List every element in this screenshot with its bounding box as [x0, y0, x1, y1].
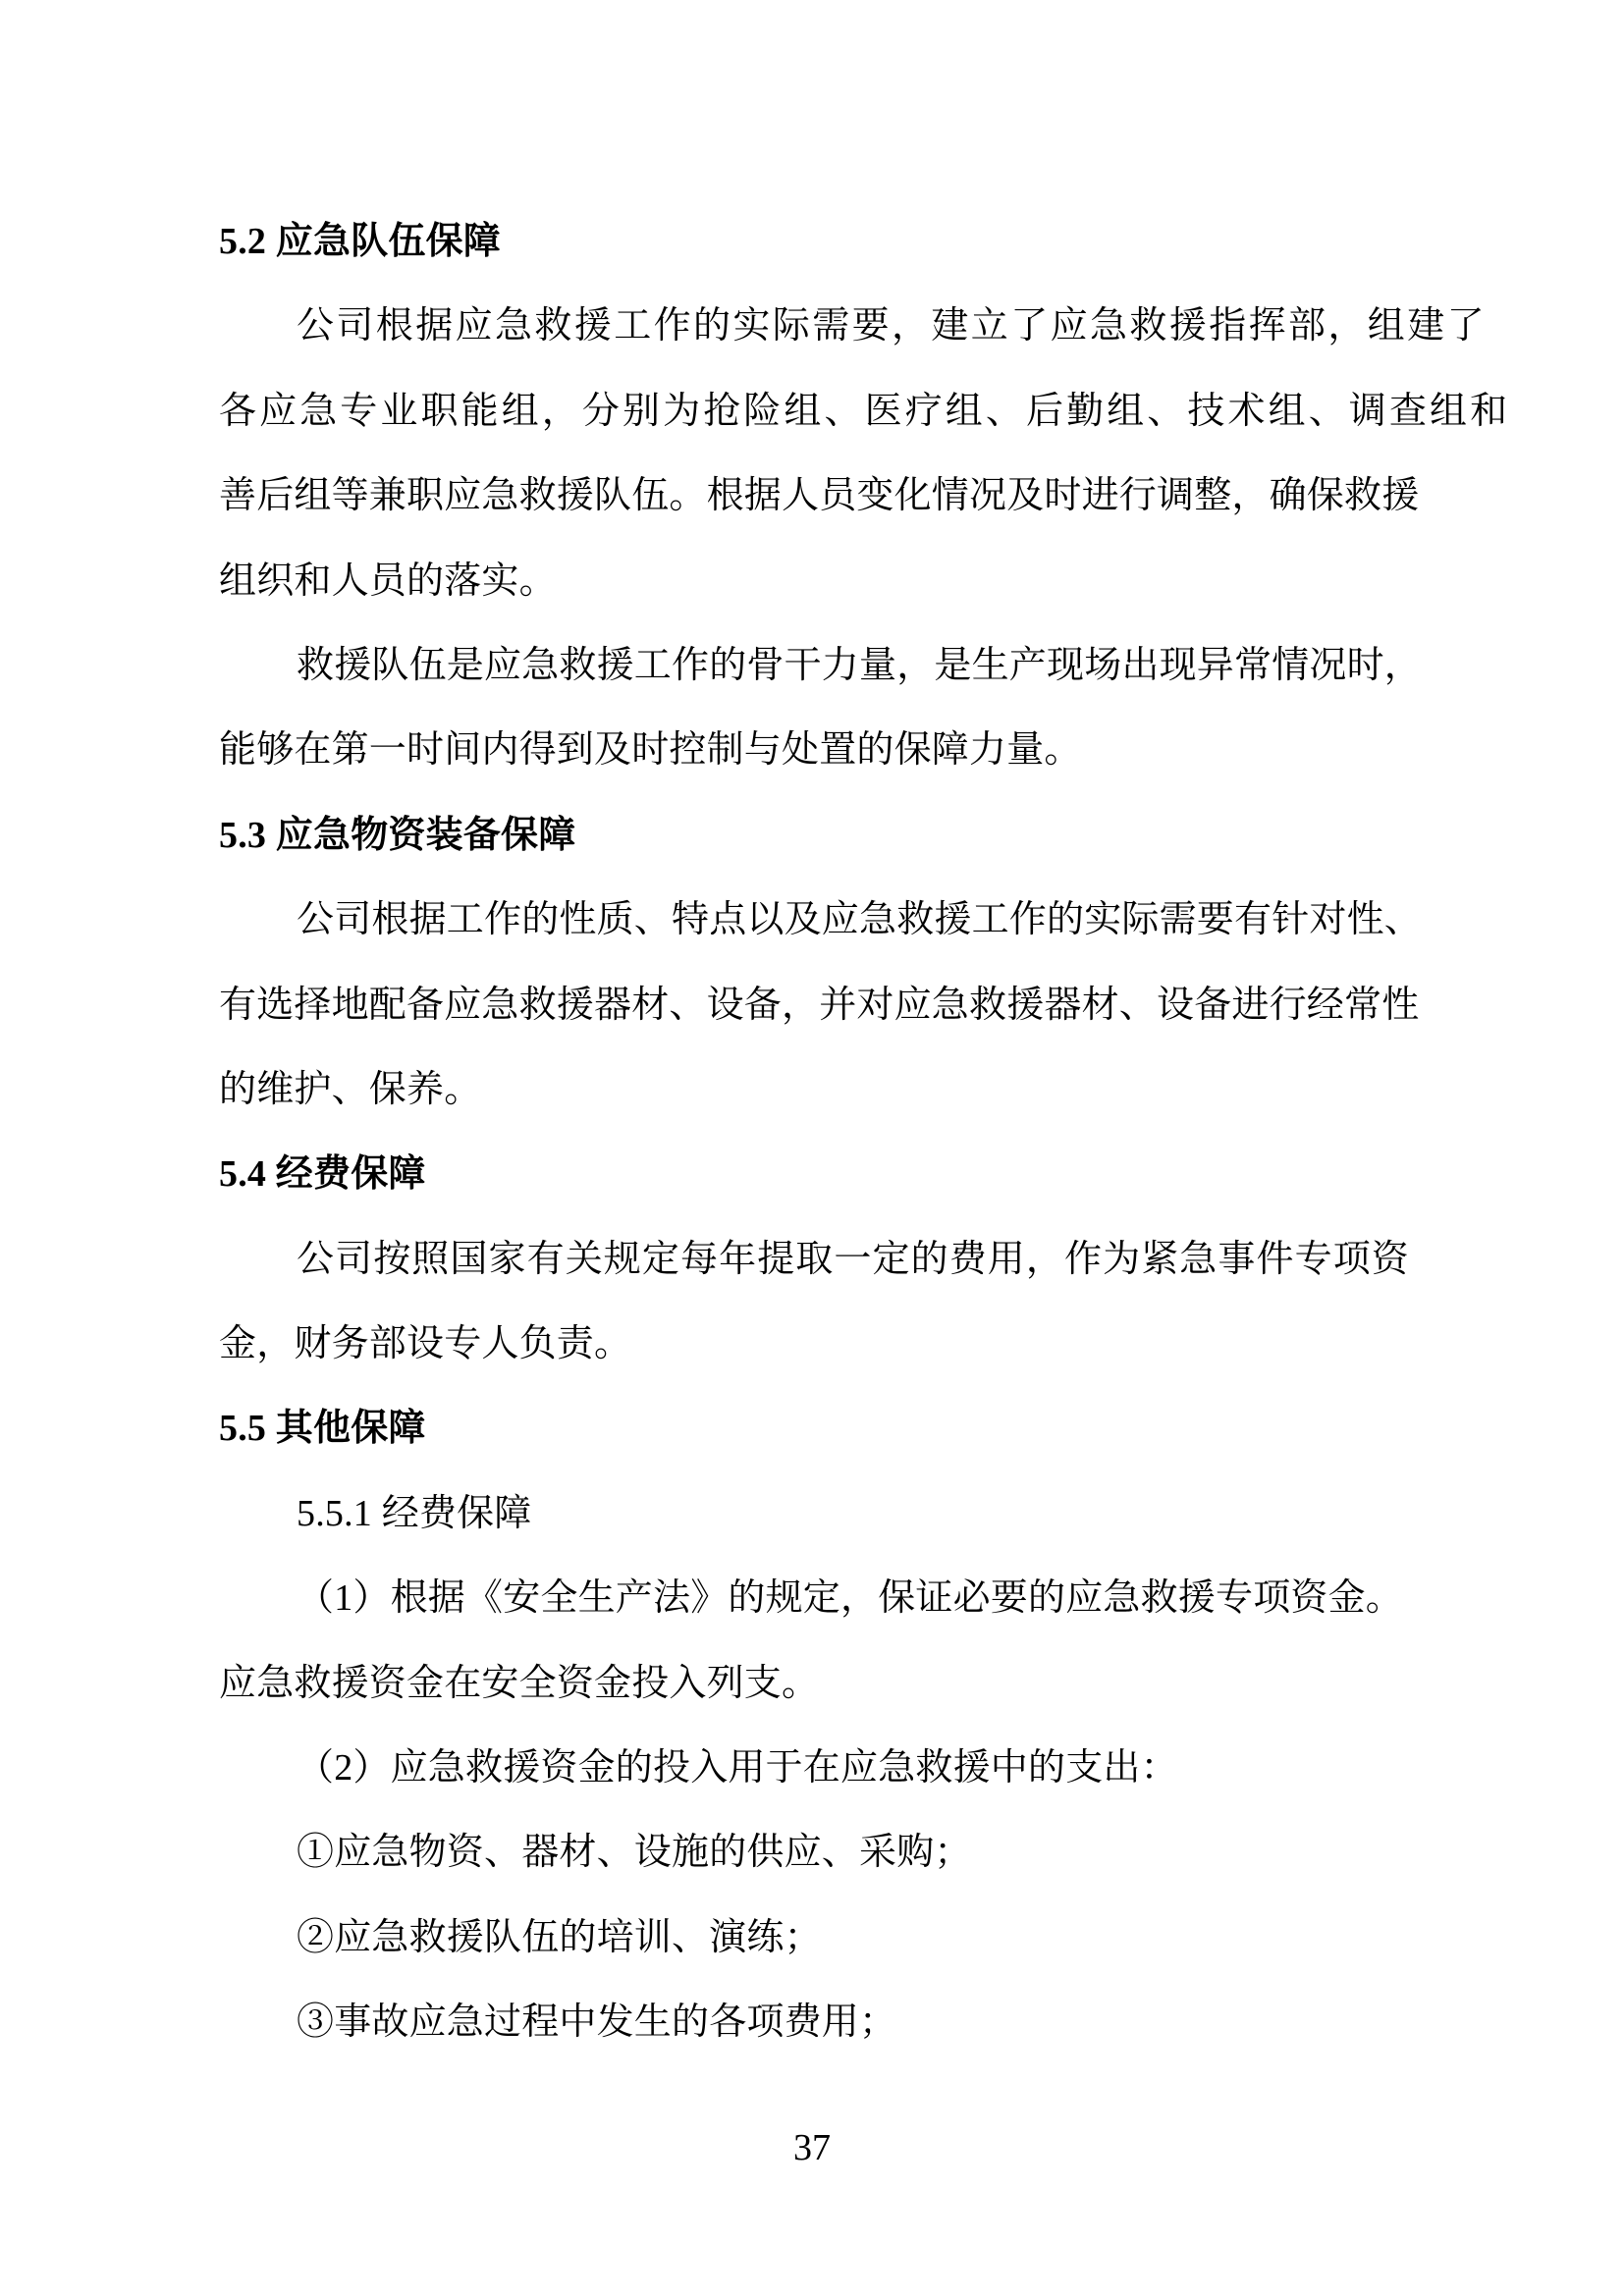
paragraph-line: （2）应急救援资金的投入用于在应急救援中的支出： [297, 1747, 1178, 1789]
section-heading-5-3: 5.3 应急物资装备保障 [219, 814, 576, 856]
paragraph-line: 善后组等兼职应急救援队伍。根据人员变化情况及时进行调整，确保救援 [219, 475, 1420, 517]
paragraph-line: 公司根据工作的性质、特点以及应急救援工作的实际需要有针对性、 [297, 899, 1423, 941]
list-item-line: ①应急物资、器材、设施的供应、采购； [297, 1832, 972, 1874]
paragraph-line: 的维护、保养。 [219, 1068, 482, 1110]
paragraph-line: 有选择地配备应急救援器材、设备，并对应急救援器材、设备进行经常性 [219, 984, 1420, 1026]
page-number: 37 [793, 2127, 831, 2168]
paragraph-line: 组织和人员的落实。 [219, 560, 557, 602]
paragraph-line: 公司根据应急救援工作的实际需要，建立了应急救援指挥部，组建了 [297, 305, 1488, 347]
paragraph-line: 各应急专业职能组，分别为抢险组、医疗组、后勤组、技术组、调查组和 [219, 390, 1511, 432]
paragraph-line: 金，财务部设专人负责。 [219, 1323, 632, 1365]
paragraph-line: 能够在第一时间内得到及时控制与处置的保障力量。 [219, 729, 1082, 772]
list-item-line: ③事故应急过程中发生的各项费用； [297, 2002, 897, 2044]
list-item-line: ②应急救援队伍的培训、演练； [297, 1916, 822, 1958]
paragraph-line: 公司按照国家有关规定每年提取一定的费用，作为紧急事件专项资 [297, 1238, 1410, 1280]
document-body [219, 220, 1511, 2086]
section-heading-5-5: 5.5 其他保障 [219, 1408, 426, 1450]
paragraph-line: （1）根据《安全生产法》的规定，保证必要的应急救援专项资金。 [297, 1577, 1404, 1620]
subsection-heading-5-5-1: 5.5.1 经费保障 [297, 1492, 532, 1534]
paragraph-line: 救援队伍是应急救援工作的骨干力量，是生产现场出现异常情况时， [297, 644, 1423, 686]
paragraph-line: 应急救援资金在安全资金投入列支。 [219, 1662, 820, 1704]
section-heading-5-2: 5.2 应急队伍保障 [219, 221, 502, 262]
section-heading-5-4: 5.4 经费保障 [219, 1153, 426, 1196]
